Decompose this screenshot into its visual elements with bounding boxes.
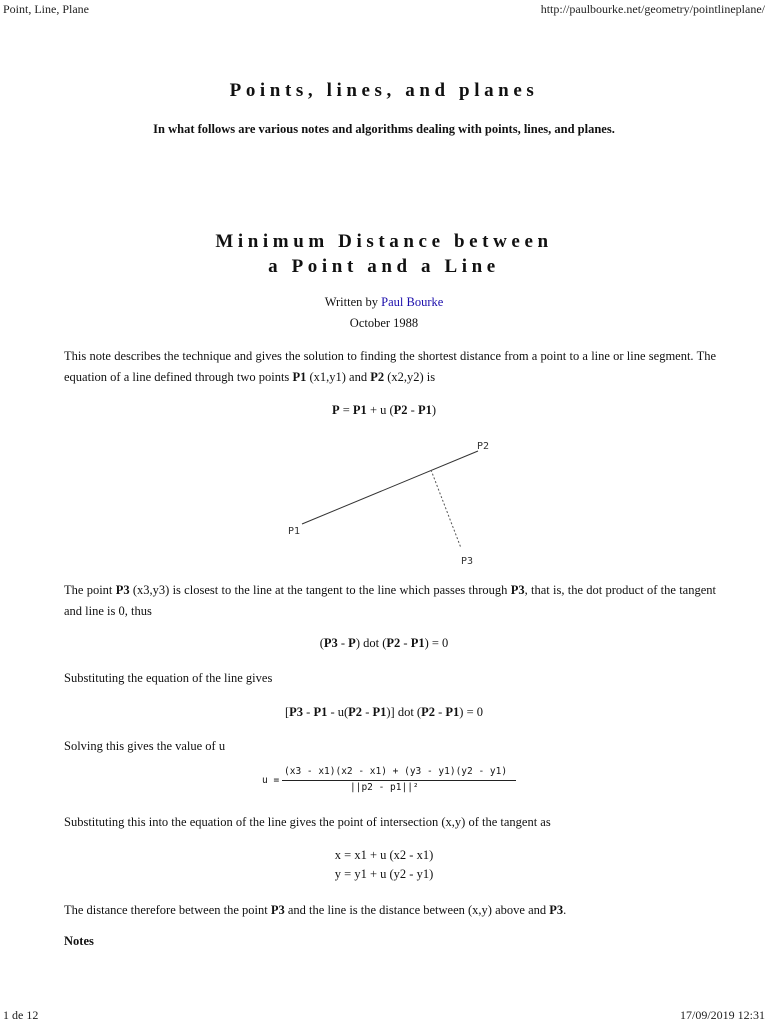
paragraph-intro: This note describes the technique and gives the solution to finding the shortest distance from a point to a line or line segment. The equation of a line defined through two points P1 (x1,y1) and P2 (x2,y2) is <box>64 349 716 384</box>
section-title-line2: a Point and a Line <box>268 256 500 277</box>
equation-x: x = x1 + u (x2 - x1) <box>334 848 434 862</box>
label-p1: P1 <box>288 526 301 537</box>
equation-substituted: [P3 - P1 - u(P2 - P1)] dot (P2 - P1) = 0 <box>284 705 484 719</box>
paragraph-substituting: Substituting the equation of the line gives <box>64 671 273 685</box>
paragraph-solving: Solving this gives the value of u <box>64 739 226 753</box>
header-url: http://paulbourke.net/geometry/pointlineplane/ <box>540 2 765 16</box>
equation-dot-product: (P3 - P) dot (P2 - P1) = 0 <box>319 636 449 650</box>
paragraph-distance: The distance therefore between the point P3 and the line is the distance between (x,y) above and P3. <box>64 903 567 917</box>
u-formula-numerator: (x3 - x1)(x2 - x1) + (y3 - y1)(y2 - y1) <box>284 766 508 777</box>
header-page-title: Point, Line, Plane <box>3 2 89 16</box>
perpendicular-line <box>431 470 461 548</box>
author-link[interactable]: Paul Bourke <box>381 295 444 309</box>
footer-timestamp: 17/09/2019 12:31 <box>679 1008 765 1022</box>
u-formula-lhs: u = <box>262 775 280 786</box>
paragraph-tangent: The point P3 (x3,y3) is closest to the line at the tangent to the line which passes through P3, that is, the dot product of the tangent and line is 0, thus <box>64 583 716 618</box>
intro-text: In what follows are various notes and algorithms dealing with points, lines, and planes. <box>153 122 615 136</box>
u-formula <box>262 766 522 800</box>
line-point-diagram <box>280 435 510 570</box>
footer-page-number: 1 de 12 <box>3 1008 39 1022</box>
u-formula-denominator: ||p2 - p1||² <box>350 782 419 793</box>
equation-line: P = P1 + u (P2 - P1) <box>331 403 437 417</box>
equation-intersection <box>0 846 768 884</box>
byline-prefix: Written by <box>324 295 382 309</box>
label-p3: P3 <box>461 556 474 567</box>
byline <box>0 292 768 334</box>
label-p2: P2 <box>477 441 490 452</box>
fraction-bar <box>282 780 516 781</box>
section-title <box>0 229 768 279</box>
equation-y: y = y1 + u (y2 - y1) <box>334 867 434 881</box>
section-title-line1: Minimum Distance between <box>215 231 553 252</box>
byline-date: October 1988 <box>349 316 419 330</box>
page-title: Points, lines, and planes <box>229 80 539 101</box>
paragraph-intersection: Substituting this into the equation of the line gives the point of intersection (x,y) of the tangent as <box>64 815 551 829</box>
line-p1-p2 <box>302 451 478 524</box>
notes-heading: Notes <box>64 934 94 948</box>
